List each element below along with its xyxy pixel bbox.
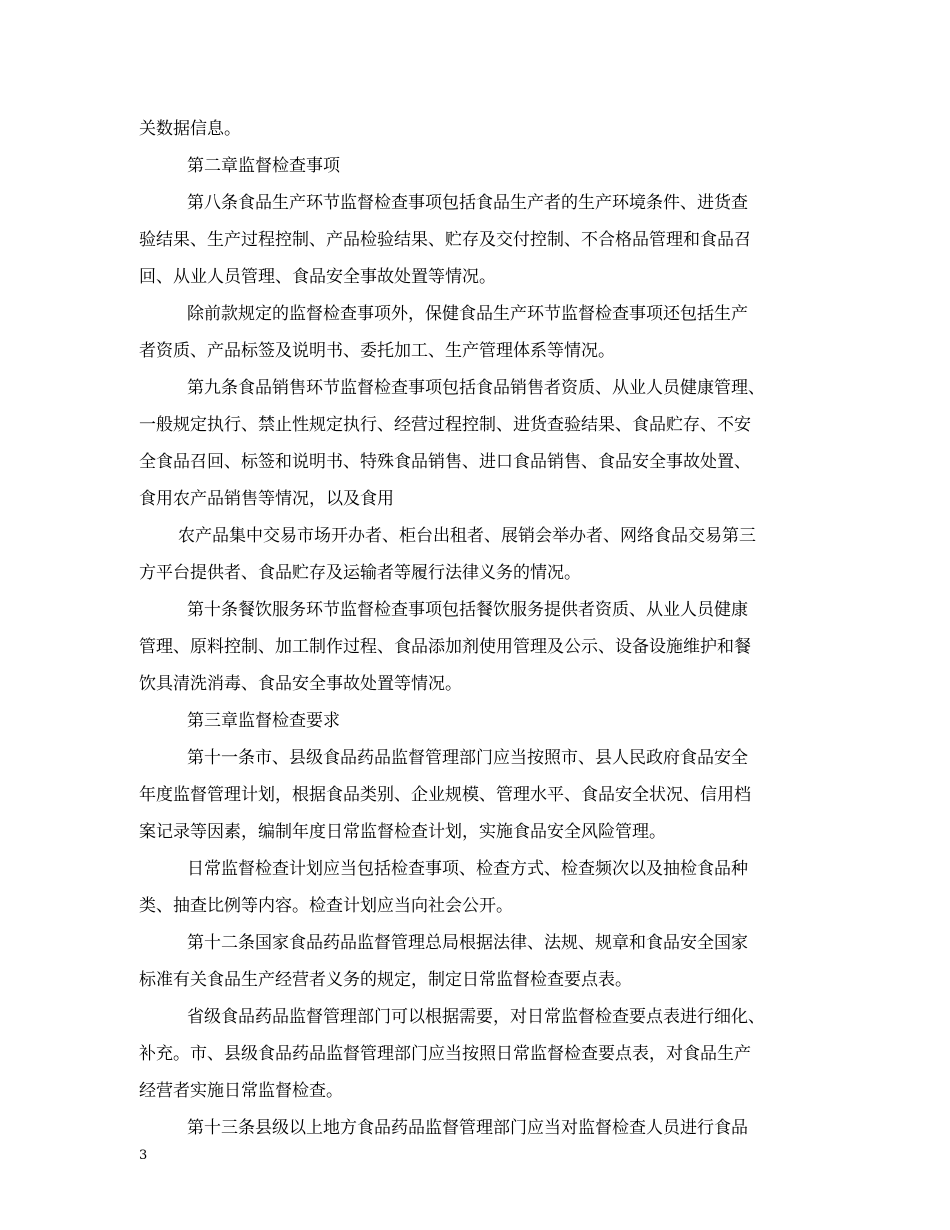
text-line: 饮具清洗消毒、食品安全事故处置等情况。	[139, 674, 462, 694]
text-line: 第八条食品生产环节监督检查事项包括食品生产者的生产环境条件、进货查	[187, 193, 748, 213]
text-line: 者资质、产品标签及说明书、委托加工、生产管理体系等情况。	[139, 341, 615, 361]
page-number: 3	[139, 1148, 148, 1163]
text-line: 类、抽查比例等内容。检查计划应当向社会公开。	[139, 896, 513, 916]
text-line: 日常监督检查计划应当包括检查事项、检查方式、检查频次以及抽检食品种	[187, 859, 748, 879]
text-line: 第十二条国家食品药品监督管理总局根据法律、法规、规章和食品安全国家	[187, 933, 748, 953]
text-line: 除前款规定的监督检查事项外，保健食品生产环节监督检查事项还包括生产	[187, 304, 748, 324]
text-line: 补充。市、县级食品药品监督管理部门应当按照日常监督检查要点表，对食品生产	[139, 1044, 751, 1064]
chapter-heading: 第三章监督检查要求	[187, 711, 340, 731]
text-line: 管理、原料控制、加工制作过程、食品添加剂使用管理及公示、设备设施维护和餐	[139, 637, 751, 657]
text-line: 第九条食品销售环节监督检查事项包括食品销售者资质、从业人员健康管理、	[187, 378, 765, 398]
text-line: 一般规定执行、禁止性规定执行、经营过程控制、进货查验结果、食品贮存、不安	[139, 415, 751, 435]
text-line: 第十条餐饮服务环节监督检查事项包括餐饮服务提供者资质、从业人员健康	[187, 600, 748, 620]
text-line: 标准有关食品生产经营者义务的规定，制定日常监督检查要点表。	[139, 970, 632, 990]
text-line: 案记录等因素，编制年度日常监督检查计划，实施食品安全风险管理。	[139, 822, 666, 842]
text-line: 第十一条市、县级食品药品监督管理部门应当按照市、县人民政府食品安全	[187, 748, 748, 768]
text-line: 农产品集中交易市场开办者、柜台出租者、展销会举办者、网络食品交易第三	[178, 526, 756, 546]
text-line: 验结果、生产过程控制、产品检验结果、贮存及交付控制、不合格品管理和食品召	[139, 230, 751, 250]
text-line: 全食品召回、标签和说明书、特殊食品销售、进口食品销售、食品安全事故处置、	[139, 452, 751, 472]
text-line: 方平台提供者、食品贮存及运输者等履行法律义务的情况。	[139, 563, 581, 583]
text-line: 第十三条县级以上地方食品药品监督管理部门应当对监督检查人员进行食品	[187, 1118, 748, 1138]
text-line: 关数据信息。	[139, 119, 241, 139]
chapter-heading: 第二章监督检查事项	[187, 156, 340, 176]
text-line: 回、从业人员管理、食品安全事故处置等情况。	[139, 267, 496, 287]
text-line: 经营者实施日常监督检查。	[139, 1081, 343, 1101]
text-line: 食用农产品销售等情况，以及食用	[139, 489, 394, 509]
text-line: 省级食品药品监督管理部门可以根据需要，对日常监督检查要点表进行细化、	[187, 1007, 765, 1027]
text-line: 年度监督管理计划，根据食品类别、企业规模、管理水平、食品安全状况、信用档	[139, 785, 751, 805]
